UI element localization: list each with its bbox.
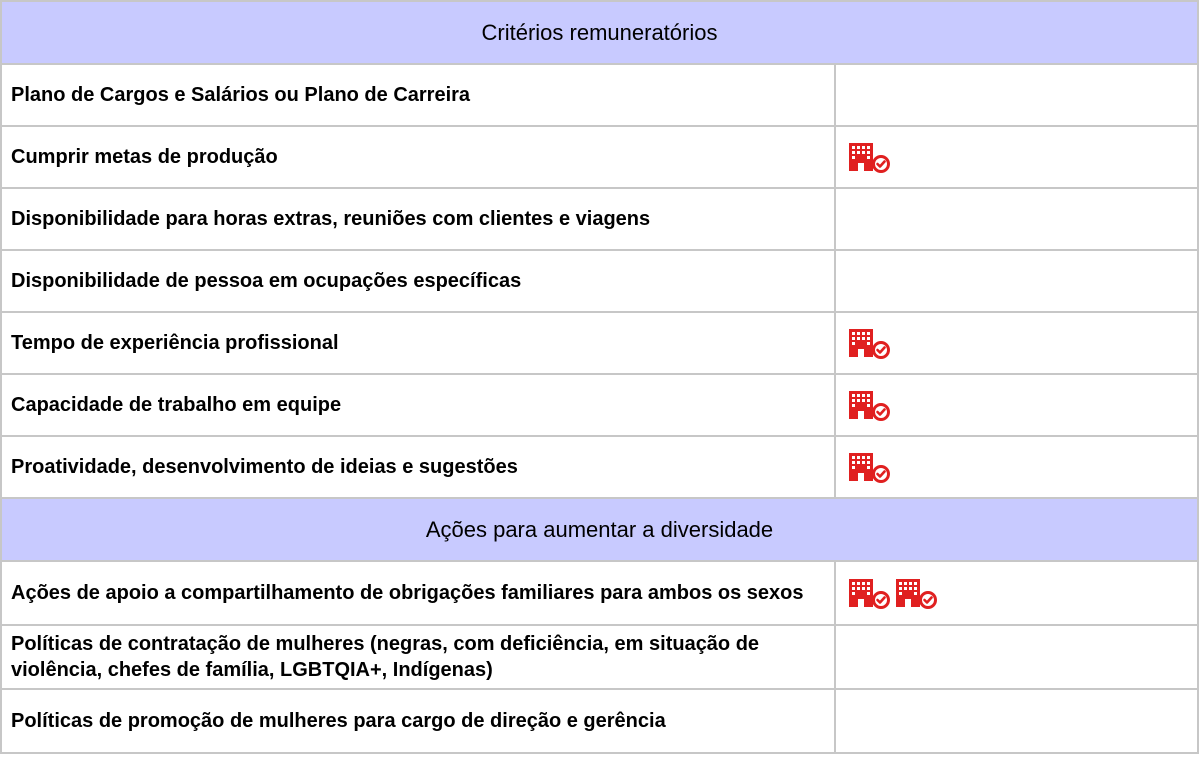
criterion-mark [836, 127, 1197, 187]
criterion-mark [836, 437, 1197, 497]
table-row [2, 127, 1197, 187]
section-title-diversity: Ações para aumentar a diversidade [2, 499, 1197, 560]
criterion-mark [836, 189, 1197, 249]
company-check-icon [847, 576, 891, 610]
table-row [2, 375, 1197, 435]
criterion-label: Disponibilidade de pessoa em ocupações específicas [2, 251, 834, 311]
criterion-mark [836, 690, 1197, 752]
table-row [2, 313, 1197, 373]
table-row [2, 562, 1197, 624]
criterion-mark [836, 251, 1197, 311]
company-check-icon [847, 140, 891, 174]
criterion-label: Políticas de promoção de mulheres para cargo de direção e gerência [2, 690, 834, 752]
criterion-label: Capacidade de trabalho em equipe [2, 375, 834, 435]
criterion-label: Cumprir metas de produção [2, 127, 834, 187]
criterion-mark [836, 562, 1197, 624]
criterion-label: Proatividade, desenvolvimento de ideias e sugestões [2, 437, 834, 497]
table-row [2, 65, 1197, 125]
criterion-mark [836, 313, 1197, 373]
table-row [2, 626, 1197, 688]
company-check-icon [847, 326, 891, 360]
table-row [2, 690, 1197, 752]
table-row [2, 437, 1197, 497]
criterion-label: Ações de apoio a compartilhamento de obrigações familiares para ambos os sexos [2, 562, 834, 624]
criterion-label: Disponibilidade para horas extras, reuniões com clientes e viagens [2, 189, 834, 249]
table-row [2, 189, 1197, 249]
table-row [2, 251, 1197, 311]
criterion-mark [836, 626, 1197, 688]
criterion-label: Plano de Cargos e Salários ou Plano de Carreira [2, 65, 834, 125]
company-check-icon [847, 388, 891, 422]
section-title-remuneration: Critérios remuneratórios [2, 2, 1197, 63]
criterion-mark [836, 65, 1197, 125]
company-check-icon [894, 576, 938, 610]
criterion-label: Políticas de contratação de mulheres (negras, com deficiência, em situação de violência, chefes de família, LGBTQIA+, Indígenas) [2, 626, 834, 688]
criterion-mark [836, 375, 1197, 435]
company-check-icon [847, 450, 891, 484]
criterion-label: Tempo de experiência profissional [2, 313, 834, 373]
